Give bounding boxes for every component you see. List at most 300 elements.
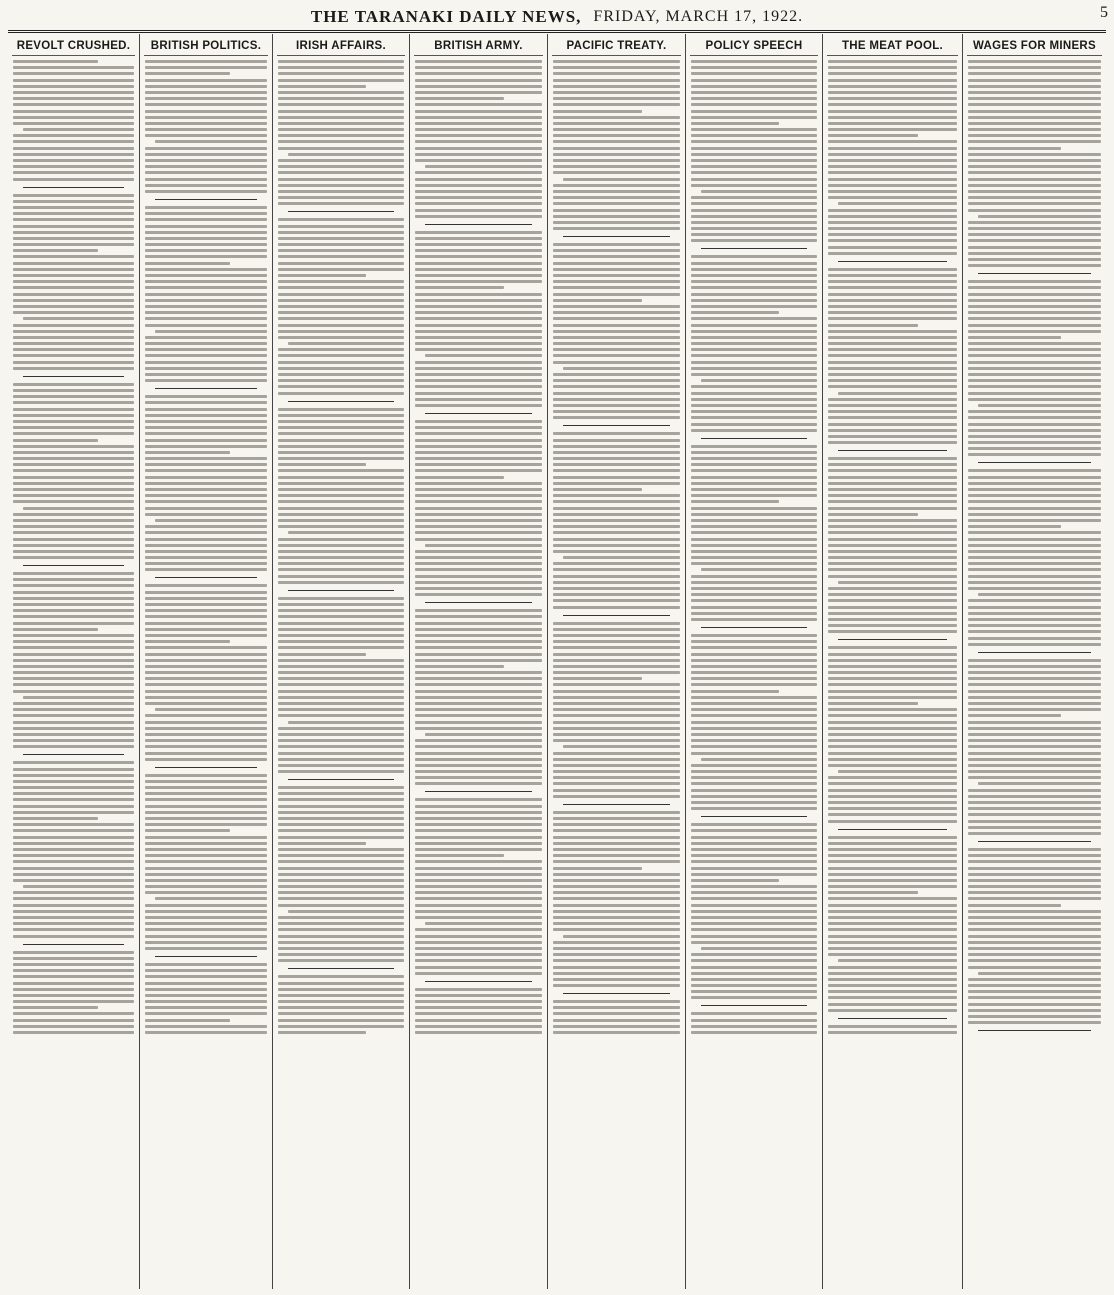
text-line: [13, 891, 134, 894]
text-line: [828, 354, 957, 357]
text-line: [553, 795, 680, 798]
text-line: [968, 832, 1101, 835]
text-line: [415, 116, 542, 119]
text-line: [415, 622, 542, 625]
text-line: [278, 165, 404, 168]
text-line: [13, 928, 134, 931]
text-line: [415, 85, 542, 88]
text-line: [145, 904, 267, 907]
text-line: [828, 239, 957, 242]
text-line: [691, 488, 817, 491]
text-line: [691, 60, 817, 63]
text-line: [145, 1012, 267, 1015]
text-line: [415, 482, 542, 485]
text-line: [828, 587, 957, 590]
text-line: [13, 848, 134, 851]
text-line: [13, 225, 134, 228]
text-line: [145, 159, 267, 162]
text-line: [278, 848, 404, 851]
text-line: [968, 103, 1101, 106]
text-line: [278, 249, 404, 252]
text-line: [145, 97, 267, 100]
text-line: [828, 423, 957, 426]
text-line: [553, 72, 680, 75]
text-line: [691, 860, 817, 863]
text-line: [278, 79, 404, 82]
text-line: [13, 91, 134, 94]
text-line: [691, 836, 817, 839]
text-line: [13, 110, 134, 113]
text-line: [691, 330, 817, 333]
text-line: [278, 97, 404, 100]
text-line: [145, 584, 267, 587]
text-line: [415, 392, 542, 395]
text-line: [415, 451, 542, 454]
text-line: [553, 978, 680, 981]
text-line: [968, 910, 1101, 913]
text-line: [278, 190, 404, 193]
text-line: [278, 110, 404, 113]
text-line: [691, 354, 817, 357]
section-divider: [838, 639, 947, 640]
text-line: [553, 305, 680, 308]
text-line: [691, 842, 817, 845]
headline-col-8: WAGES FOR MINERS: [967, 40, 1102, 56]
body-text: [691, 60, 817, 1034]
text-line: [13, 817, 98, 820]
text-line: [691, 935, 817, 938]
text-line: [968, 683, 1101, 686]
text-line: [278, 354, 404, 357]
text-line: [145, 190, 267, 193]
text-line: [425, 544, 542, 547]
section-divider: [155, 199, 257, 200]
text-line: [553, 1006, 680, 1009]
text-line: [145, 60, 267, 63]
text-line: [553, 562, 680, 565]
text-line: [278, 231, 404, 234]
text-line: [415, 367, 542, 370]
section-divider: [563, 993, 670, 994]
text-line: [691, 494, 817, 497]
text-line: [828, 733, 957, 736]
text-line: [691, 587, 817, 590]
text-line: [13, 988, 134, 991]
text-line: [968, 795, 1101, 798]
text-line: [415, 966, 542, 969]
text-line: [145, 110, 267, 113]
text-line: [968, 147, 1061, 150]
text-line: [691, 854, 817, 857]
text-line: [278, 178, 404, 181]
text-line: [553, 494, 680, 497]
text-line: [553, 1012, 680, 1015]
text-line: [828, 1031, 957, 1034]
text-line: [828, 97, 957, 100]
text-line: [278, 653, 366, 656]
text-line: [145, 867, 267, 870]
text-line: [968, 354, 1101, 357]
text-line: [691, 575, 817, 578]
text-line: [278, 507, 404, 510]
text-line: [278, 414, 404, 417]
text-line: [415, 776, 542, 779]
text-line: [968, 246, 1101, 249]
text-line: [155, 519, 267, 522]
text-line: [278, 671, 404, 674]
text-line: [828, 727, 957, 730]
text-line: [553, 140, 680, 143]
text-line: [145, 780, 267, 783]
text-line: [553, 879, 680, 882]
text-line: [415, 727, 542, 730]
text-line: [278, 184, 404, 187]
text-line: [828, 79, 957, 82]
text-line: [278, 1000, 404, 1003]
text-line: [553, 311, 680, 314]
text-line: [968, 410, 1101, 413]
text-line: [968, 469, 1101, 472]
text-line: [968, 544, 1101, 547]
text-line: [553, 147, 680, 150]
text-line: [13, 60, 98, 63]
text-line: [278, 476, 404, 479]
text-line: [691, 1019, 817, 1022]
text-line: [828, 252, 957, 255]
text-line: [278, 426, 404, 429]
text-line: [691, 293, 817, 296]
text-line: [13, 336, 134, 339]
text-line: [828, 1025, 957, 1028]
text-line: [553, 392, 680, 395]
section-divider: [23, 754, 124, 755]
text-line: [415, 439, 542, 442]
text-line: [13, 482, 134, 485]
text-line: [553, 60, 680, 63]
text-line: [278, 597, 404, 600]
text-line: [145, 758, 267, 761]
text-line: [691, 984, 817, 987]
text-line: [145, 488, 267, 491]
text-line: [968, 367, 1101, 370]
text-line: [553, 122, 680, 125]
text-line: [968, 575, 1101, 578]
text-line: [415, 178, 542, 181]
text-line: [691, 171, 817, 174]
text-line: [145, 494, 267, 497]
text-line: [968, 286, 1101, 289]
text-line: [415, 97, 504, 100]
text-line: [691, 683, 817, 686]
text-line: [278, 225, 404, 228]
text-line: [691, 562, 817, 565]
text-line: [415, 432, 542, 435]
text-line: [691, 103, 817, 106]
text-line: [978, 593, 1101, 596]
text-line: [691, 525, 817, 528]
column-3: [273, 34, 410, 1289]
text-line: [13, 1019, 134, 1022]
text-line: [828, 795, 957, 798]
text-line: [968, 928, 1101, 931]
text-line: [828, 836, 957, 839]
text-line: [553, 860, 680, 863]
text-line: [553, 811, 680, 814]
text-line: [691, 373, 817, 376]
text-line: [145, 531, 267, 534]
text-line: [828, 916, 957, 919]
text-line: [691, 556, 817, 559]
text-line: [553, 671, 680, 674]
text-line: [13, 733, 134, 736]
text-line: [828, 752, 957, 755]
text-line: [145, 798, 267, 801]
text-line: [415, 745, 542, 748]
text-line: [145, 562, 267, 565]
column-5: [548, 34, 686, 1289]
text-line: [828, 984, 957, 987]
text-line: [553, 171, 680, 174]
text-line: [691, 500, 779, 503]
text-line: [968, 60, 1101, 63]
text-line: [415, 683, 542, 686]
text-line: [691, 550, 817, 553]
text-line: [13, 383, 134, 386]
text-line: [13, 500, 134, 503]
text-line: [278, 975, 404, 978]
text-line: [13, 122, 134, 125]
text-line: [691, 801, 817, 804]
masthead-title: THE TARANAKI DAILY NEWS,: [310, 7, 582, 26]
text-line: [145, 414, 267, 417]
text-line: [553, 891, 680, 894]
text-line: [278, 873, 404, 876]
text-line: [691, 1012, 817, 1015]
text-line: [145, 361, 267, 364]
text-line: [691, 928, 817, 931]
text-line: [828, 842, 957, 845]
text-line: [553, 984, 680, 987]
text-line: [145, 336, 267, 339]
text-line: [13, 165, 134, 168]
text-line: [415, 867, 542, 870]
text-line: [145, 432, 267, 435]
text-line: [13, 79, 134, 82]
text-line: [553, 243, 680, 246]
text-line: [691, 122, 779, 125]
text-line: [828, 379, 957, 382]
section-divider: [701, 1005, 807, 1006]
text-line: [415, 153, 542, 156]
text-line: [278, 842, 366, 845]
text-line: [13, 200, 134, 203]
text-line: [828, 758, 957, 761]
text-line: [553, 587, 680, 590]
text-line: [968, 500, 1101, 503]
text-line: [828, 659, 957, 662]
text-line: [553, 1031, 680, 1034]
text-line: [278, 634, 404, 637]
text-line: [13, 237, 134, 240]
text-line: [553, 770, 680, 773]
text-line: [13, 395, 134, 398]
text-line: [145, 476, 267, 479]
text-line: [278, 764, 404, 767]
text-line: [553, 280, 680, 283]
text-line: [828, 904, 957, 907]
text-line: [145, 683, 267, 686]
text-line: [13, 935, 134, 938]
text-line: [13, 708, 134, 711]
text-line: [415, 262, 542, 265]
text-line: [828, 575, 957, 578]
text-line: [13, 768, 134, 771]
text-line: [968, 752, 1101, 755]
text-line: [145, 317, 267, 320]
text-line: [691, 823, 817, 826]
body-text: [278, 60, 404, 1034]
text-line: [553, 249, 680, 252]
text-line: [968, 538, 1101, 541]
text-line: [691, 519, 817, 522]
text-line: [553, 66, 680, 69]
text-line: [145, 482, 267, 485]
text-line: [828, 60, 957, 63]
text-line: [145, 72, 230, 75]
text-line: [145, 420, 267, 423]
text-line: [691, 317, 817, 320]
text-line: [828, 624, 957, 627]
text-line: [978, 404, 1101, 407]
text-line: [968, 820, 1101, 823]
text-line: [691, 165, 817, 168]
text-line: [968, 482, 1101, 485]
text-line: [145, 836, 267, 839]
text-line: [553, 836, 680, 839]
column-1: [8, 34, 140, 1289]
text-line: [415, 947, 542, 950]
text-line: [13, 556, 134, 559]
text-line: [415, 550, 542, 553]
text-line: [968, 392, 1101, 395]
section-divider: [288, 211, 394, 212]
text-line: [13, 519, 134, 522]
text-line: [828, 147, 957, 150]
text-line: [691, 128, 817, 131]
text-line: [13, 103, 134, 106]
text-line: [278, 103, 404, 106]
text-line: [968, 947, 1101, 950]
text-line: [415, 798, 542, 801]
text-line: [828, 665, 957, 668]
text-line: [691, 733, 817, 736]
text-line: [278, 811, 404, 814]
text-line: [415, 293, 542, 296]
text-line: [828, 122, 957, 125]
text-line: [828, 525, 957, 528]
text-line: [563, 745, 680, 748]
text-line: [828, 66, 957, 69]
text-line: [968, 447, 1101, 450]
section-divider: [23, 187, 124, 188]
text-line: [13, 677, 134, 680]
text-line: [553, 634, 680, 637]
body-text: [553, 60, 680, 1034]
text-line: [278, 867, 404, 870]
text-line: [968, 140, 1101, 143]
text-line: [553, 255, 680, 258]
text-line: [968, 916, 1101, 919]
text-line: [691, 593, 817, 596]
text-line: [968, 435, 1101, 438]
text-line: [13, 469, 134, 472]
text-line: [828, 599, 957, 602]
text-line: [691, 221, 817, 224]
text-line: [145, 324, 267, 327]
text-line: [415, 829, 542, 832]
text-line: [553, 581, 680, 584]
text-line: [415, 159, 542, 162]
text-line: [691, 795, 817, 798]
text-line: [145, 249, 267, 252]
text-line: [563, 556, 680, 559]
text-line: [415, 646, 542, 649]
text-line: [278, 147, 404, 150]
text-line: [288, 910, 404, 913]
text-line: [553, 599, 680, 602]
text-line: [145, 513, 267, 516]
text-line: [828, 789, 957, 792]
text-line: [278, 758, 404, 761]
text-line: [13, 671, 134, 674]
text-line: [145, 842, 267, 845]
text-line: [415, 330, 542, 333]
text-line: [691, 79, 817, 82]
text-line: [278, 445, 404, 448]
text-line: [278, 550, 404, 553]
text-line: [278, 879, 404, 882]
text-line: [278, 513, 404, 516]
text-line: [968, 770, 1101, 773]
text-line: [691, 581, 817, 584]
text-line: [968, 1009, 1101, 1012]
text-line: [415, 1025, 542, 1028]
text-line: [278, 677, 404, 680]
text-line: [13, 140, 134, 143]
text-line: [828, 683, 957, 686]
headline-col-2: BRITISH POLITICS.: [144, 40, 268, 56]
text-line: [13, 640, 134, 643]
text-line: [145, 774, 267, 777]
text-line: [968, 336, 1061, 339]
text-line: [13, 690, 134, 693]
text-line: [968, 110, 1101, 113]
text-line: [691, 97, 817, 100]
text-line: [278, 85, 366, 88]
text-line: [278, 538, 404, 541]
section-divider: [23, 376, 124, 377]
text-line: [13, 994, 134, 997]
text-line: [415, 904, 542, 907]
text-line: [13, 147, 134, 150]
text-line: [691, 507, 817, 510]
text-line: [691, 445, 817, 448]
text-line: [13, 324, 134, 327]
text-line: [13, 494, 134, 497]
text-line: [278, 218, 404, 221]
text-line: [288, 342, 404, 345]
text-line: [145, 122, 267, 125]
